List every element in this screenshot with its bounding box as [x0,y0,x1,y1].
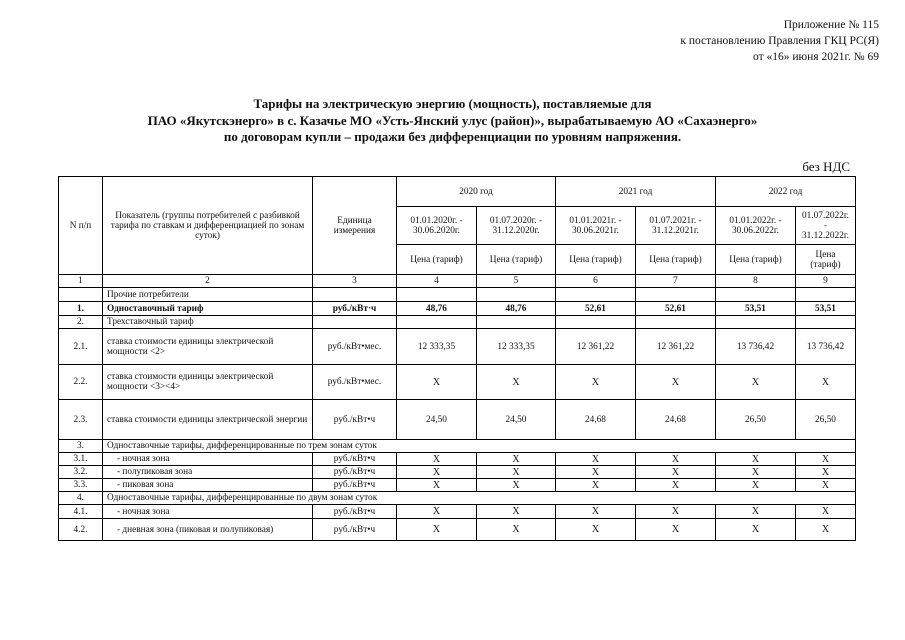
row-unit: руб./кВт·ч [313,302,397,316]
header-price: Цена (тариф) [556,245,636,275]
row-num: 2.2. [59,365,103,400]
row-num: 2.1. [59,329,103,365]
row-unit: руб./кВт•мес. [313,329,397,365]
row-value: X [796,453,856,466]
header-price: Цена (тариф) [636,245,716,275]
row-value: X [397,453,477,466]
header-price: Цена (тариф) [716,245,796,275]
column-number: 5 [477,275,556,288]
column-number: 7 [636,275,716,288]
row-num: 4. [59,492,103,505]
row-num: 2. [59,316,103,329]
row-value: X [397,466,477,479]
column-number: 2 [103,275,313,288]
row-name: - ночная зона [103,505,313,519]
row-name: Одноставочный тариф [103,302,313,316]
row-value: 53,51 [716,302,796,316]
header-num: N п/п [59,177,103,275]
row-value: 26,50 [796,400,856,440]
table-row [59,466,856,479]
table-row [59,288,856,302]
title-line-3: по договорам купли – продажи без дифференциации по уровням напряжения. [223,129,682,144]
row-value: X [556,519,636,541]
row-name: ставка стоимости единицы электрической энергии [103,400,313,440]
table-row [59,329,856,365]
row-num [59,288,103,302]
vat-note: без НДС [802,159,850,174]
header-period: 01.07.2022г. - 31.12.2022г. [796,207,856,245]
appendix-number: Приложение № 115 [783,19,879,31]
row-value: X [397,365,477,400]
row-value: X [796,505,856,519]
row-value: 12 361,22 [556,329,636,365]
row-value: X [716,466,796,479]
row-name: Одноставочные тарифы, дифференцированные по двум зонам суток [103,492,856,505]
row-num: 3.2. [59,466,103,479]
row-name: Трехставочный тариф [103,316,313,329]
row-value: X [716,519,796,541]
row-value: 48,76 [397,302,477,316]
table-row [59,479,856,492]
row-value: 24,50 [397,400,477,440]
row-name: Прочие потребители [103,288,313,302]
row-num: 3.3. [59,479,103,492]
row-value: 26,50 [716,400,796,440]
row-name: - пиковая зона [103,479,313,492]
row-value: X [796,519,856,541]
row-value: X [477,479,556,492]
row-value: X [636,365,716,400]
header-year: 2021 год [556,177,716,207]
row-value: X [636,466,716,479]
row-value: X [716,365,796,400]
table-row [59,316,856,329]
row-num: 4.1. [59,505,103,519]
row-unit: руб./кВт•ч [313,466,397,479]
row-unit: руб./кВт•ч [313,519,397,541]
row-value: 12 333,35 [477,329,556,365]
header-year: 2022 год [716,177,856,207]
header-unit: Единица измерения [313,177,397,275]
row-value: X [716,505,796,519]
column-number: 9 [796,275,856,288]
row-value: X [636,519,716,541]
column-number: 4 [397,275,477,288]
table-row [59,505,856,519]
row-value: 24,68 [636,400,716,440]
row-value: X [716,453,796,466]
row-value: X [796,479,856,492]
row-name: ставка стоимости единицы электрической мощности <3><4> [103,365,313,400]
row-name: ставка стоимости единицы электрической мощности <2> [103,329,313,365]
table-row [59,400,856,440]
header-indicator: Показатель (группы потребителей с разбивкой тарифа по ставкам и дифференциацией по зонам суток) [103,177,313,275]
row-value: 24,50 [477,400,556,440]
row-value: X [636,453,716,466]
column-number: 8 [716,275,796,288]
row-name: - полупиковая зона [103,466,313,479]
column-numbers-row [59,275,856,288]
title-line-2: ПАО «Якутскэнерго» в с. Казачье МО «Усть-Янский улус (район)», вырабатываемую АО «Сахаэнерго» [147,112,758,128]
row-unit: руб./кВт•мес. [313,365,397,400]
row-value: 12 361,22 [636,329,716,365]
row-value: X [796,365,856,400]
row-value: X [397,519,477,541]
row-value: X [556,466,636,479]
table-row [59,302,856,316]
row-name: - дневная зона (пиковая и полупиковая) [103,519,313,541]
column-number: 1 [59,275,103,288]
row-value: X [397,505,477,519]
row-value: X [477,365,556,400]
document-title [0,96,905,146]
row-value: X [477,505,556,519]
row-value: 13 736,42 [796,329,856,365]
appendix-resolution: к постановлению Правления ГКЦ РС(Я) [680,35,879,47]
row-value: X [556,365,636,400]
table-row [59,519,856,541]
row-value: X [477,519,556,541]
row-value: X [477,466,556,479]
appendix-reference [680,17,879,65]
row-value: 48,76 [477,302,556,316]
row-value: 24,68 [556,400,636,440]
row-num: 3. [59,440,103,453]
row-value: X [636,479,716,492]
table-row [59,492,856,505]
row-value: X [477,453,556,466]
row-value: 52,61 [556,302,636,316]
title-line-1: Тарифы на электрическую энергию (мощность), поставляемые для [253,96,652,111]
row-name: - ночная зона [103,453,313,466]
row-value: 52,61 [636,302,716,316]
header-price: Цена (тариф) [477,245,556,275]
row-unit: руб./кВт•ч [313,400,397,440]
header-period: 01.01.2022г. - 30.06.2022г. [716,207,796,245]
row-unit: руб./кВт•ч [313,479,397,492]
row-value: X [556,453,636,466]
table-row [59,365,856,400]
row-value: X [796,466,856,479]
row-value: 12 333,35 [397,329,477,365]
tariff-table [58,176,856,541]
table-row [59,453,856,466]
row-name: Одноставочные тарифы, дифференцированные по трем зонам суток [103,440,856,453]
table-row [59,440,856,453]
row-num: 4.2. [59,519,103,541]
header-period: 01.01.2021г. - 30.06.2021г. [556,207,636,245]
header-period: 01.07.2020г. - 31.12.2020г. [477,207,556,245]
row-value: X [636,505,716,519]
row-value: X [556,505,636,519]
header-year: 2020 год [397,177,556,207]
column-number: 6 [556,275,636,288]
row-unit [313,288,397,302]
row-value: X [556,479,636,492]
header-price: Цена (тариф) [397,245,477,275]
header-price: Цена (тариф) [796,245,856,275]
row-value: 53,51 [796,302,856,316]
row-num: 3.1. [59,453,103,466]
row-value: 13 736,42 [716,329,796,365]
row-value: X [397,479,477,492]
row-unit: руб./кВт•ч [313,453,397,466]
row-num: 1. [59,302,103,316]
appendix-date: от «16» июня 2021г. № 69 [753,51,879,63]
header-period: 01.01.2020г. - 30.06.2020г. [397,207,477,245]
row-unit: руб./кВт•ч [313,505,397,519]
row-num: 2.3. [59,400,103,440]
row-value: X [716,479,796,492]
column-number: 3 [313,275,397,288]
header-period: 01.07.2021г. - 31.12.2021г. [636,207,716,245]
